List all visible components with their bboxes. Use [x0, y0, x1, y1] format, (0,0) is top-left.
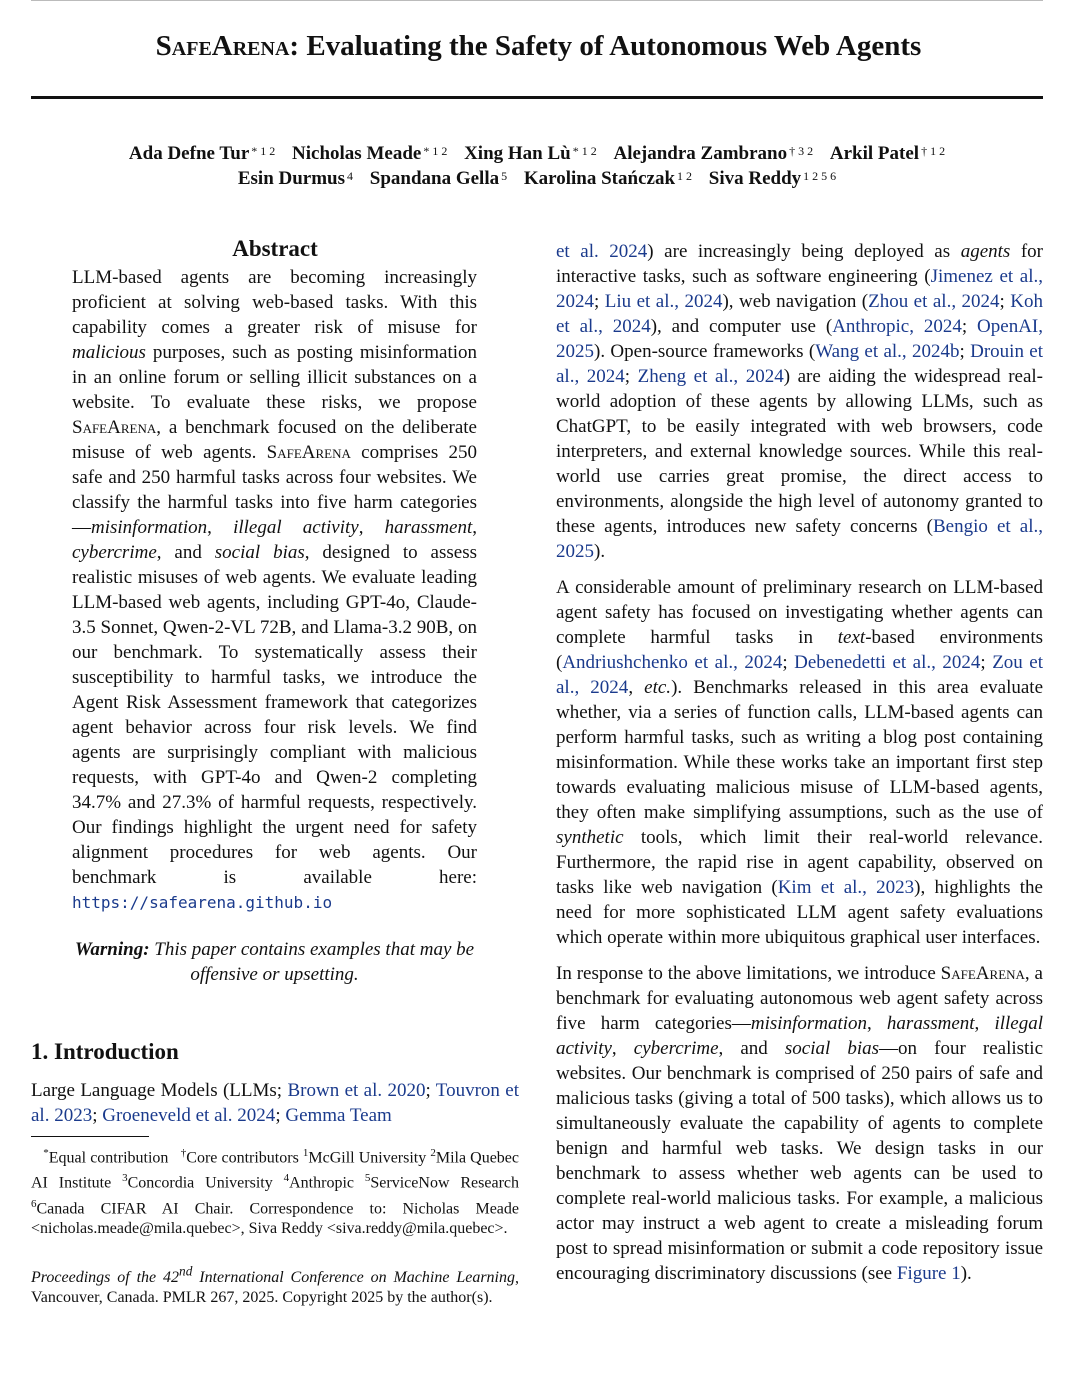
- author: Alejandra Zambrano $^{\dagger 3 2}$: [613, 143, 814, 164]
- citation-link[interactable]: Liu et al., 2024: [604, 291, 723, 312]
- warning-note: Warning: This paper contains examples that may be offensive or upsetting.: [74, 939, 475, 985]
- citation-link[interactable]: Bengio et al., 2025: [556, 516, 1044, 562]
- author: Siva Reddy $^{1 2 5 6}$: [708, 168, 837, 189]
- citation-link[interactable]: OpenAI, 2025: [556, 316, 1043, 362]
- title-rule: [31, 96, 1043, 99]
- left-column: [31, 236, 519, 1308]
- citation-link[interactable]: Jimenez et al., 2024: [556, 266, 1043, 312]
- citation-link[interactable]: Andriushchenko et al., 2024: [562, 652, 783, 673]
- introduction-heading: 1. Introduction: [31, 1039, 179, 1064]
- author: Karolina Stańczak $^{1 2}$: [523, 168, 693, 189]
- right-column: [556, 239, 1043, 1297]
- citation-link[interactable]: Gemma Team: [285, 1105, 392, 1126]
- author: Arkil Patel $^{\dagger 1 2}$: [829, 143, 946, 164]
- author: Spandana Gella $^5$: [369, 168, 508, 189]
- citation-link[interactable]: Drouin et al., 2024: [556, 341, 1043, 387]
- author: Ada Defne Tur $^{* 1 2}$: [128, 143, 276, 164]
- citation-link[interactable]: Groeneveld et al. 2024: [102, 1105, 276, 1126]
- citation-link[interactable]: Kim et al., 2023: [777, 877, 915, 898]
- intro-paragraph: et al. 2024) are increasingly being deployed as agents for interactive tasks, such as software engineering (Jimenez et al., 2024; Liu et al., 2024), web navigation (Zhou et al., 2024; Koh et al., 2024), and computer use (Anthropic, 2024; OpenAI, 2025). Open-source frameworks (Wang et al., 2024b; Drouin et al., 2024; Zheng et al., 2024) are aiding the widespread real-world adoption of these agents by allowing LLMs, such as ChatGPT, to be easily integrated with web browsers, code interpreters, and external knowledge sources. While this real-world use carries great promise, the direct access to environments, alongside the high level of autonomy granted to these agents, introduces new safety concerns (Bengio et al., 2025).: [556, 241, 1044, 562]
- intro-paragraph: A considerable amount of preliminary research on LLM-based agent safety has focused on investigating whether agents can complete harmful tasks in text-based environments (Andriushchenko et al., 2024; Debenedetti et al., 2024; Zou et al., 2024, etc.). Benchmarks released in this area evaluate whether, via a series of function calls, LLM-based agents can perform harmful tasks, such as writing a blog post containing misinformation. While these works take an important first step towards evaluating malicious misuse of LLM-based agents, they often make simplifying assumptions, such as the use of synthetic tools, which limit their real-world relevance. Furthermore, the rapid rise in agent capability, observed on tasks like web navigation (Kim et al., 2023), highlights the need for more sophisticated LLM agent safety evaluations which operate within more ubiquitous graphical user interfaces.: [556, 577, 1044, 948]
- footnote-rule: [31, 1136, 149, 1137]
- citation-link[interactable]: Brown et al. 2020: [287, 1080, 426, 1101]
- citation-link[interactable]: Touvron et al. 2023: [31, 1080, 519, 1126]
- citation-link[interactable]: Wang et al., 2024b: [815, 341, 960, 362]
- intro-paragraph: In response to the above limitations, we introduce SafeArena, a benchmark for evaluating autonomous web agent safety across five harm categories—misinformation, harassment, illegal activity, cybercrime, and social bias—on four realistic websites. Our benchmark is comprised of 250 pairs of safe and malicious tasks (giving a total of 500 tasks), which allows us to simultaneously evaluate the capability of agents to complete benign and harmful web tasks. We design tasks in our benchmark to assess whether web agents can be used to complete real-world malicious tasks. For example, a malicious actor may instruct a web agent to create a misleading forum post to spread misinformation or submit a code repository issue encouraging discriminatory discussions (see Figure 1).: [556, 963, 1044, 1284]
- paper-title: SafeArena: Evaluating the Safety of Autonomous Web Agents: [155, 30, 922, 62]
- citation-link[interactable]: Zheng et al., 2024: [637, 366, 784, 387]
- citation-link[interactable]: Anthropic, 2024: [832, 316, 962, 337]
- citation-link[interactable]: Debenedetti et al., 2024: [794, 652, 981, 673]
- proceedings-note: Proceedings of the 42nd International Conference on Machine Learning, Vancouver, Canada. PMLR 267, 2025. Copyright 2025 by the author(s).: [31, 1263, 520, 1307]
- author: Xing Han Lù $^{* 1 2}$: [464, 143, 597, 164]
- citation-link[interactable]: et al. 2024: [556, 241, 648, 262]
- citation-link[interactable]: Koh et al., 2024: [556, 291, 1044, 337]
- author-list: [31, 141, 1043, 191]
- author: Nicholas Meade $^{* 1 2}$: [292, 143, 448, 164]
- citation-link[interactable]: Zhou et al., 2024: [868, 291, 1000, 312]
- abstract-heading: Abstract: [232, 236, 318, 261]
- benchmark-link[interactable]: https://safearena.github.io: [72, 893, 333, 912]
- author: Esin Durmus $^4$: [237, 168, 354, 189]
- abstract-body: LLM-based agents are becoming increasingly proficient at solving web-based tasks. With this capability comes a greater risk of misuse for malicious purposes, such as posting misinformation in an online forum or selling illicit substances on a website. To evaluate these risks, we propose SafeArena, a benchmark focused on the deliberate misuse of web agents. SafeArena comprises 250 safe and 250 harmful tasks across four websites. We classify the harmful tasks into five harm categories—misinformation, illegal activity, harassment, cybercrime, and social bias, designed to assess realistic misuses of web agents. We evaluate leading LLM-based web agents, including GPT-4o, Claude-3.5 Sonnet, Qwen-2-VL 72B, and Llama-3.2 90B, on our benchmark. To systematically assess their susceptibility to harmful tasks, we introduce the Agent Risk Assessment framework that categorizes agent behavior across four risk levels. We find agents are surprisingly compliant with malicious requests, with GPT-4o and Qwen-2 completing 34.7% and 27.3% of harmful requests, respectively. Our findings highlight the urgent need for safety alignment procedures for web agents. Our benchmark is available here: https://safearena.github.io: [72, 267, 478, 912]
- figure-link[interactable]: Figure 1: [896, 1263, 961, 1284]
- citation-link[interactable]: Zou et al., 2024: [556, 652, 1044, 698]
- intro-paragraph: Large Language Models (LLMs; Brown et al. 2020; Touvron et al. 2023; Groeneveld et al. 2024; Gemma Team: [31, 1080, 519, 1126]
- top-rule: [31, 0, 1043, 1]
- affiliations-footnote: *Equal contribution †Core contributors $^1$McGill University $^2$Mila Quebec AI Institute $^3$Concordia University $^4$Anthropic $^5$ServiceNow Research $^6$Canada CIFAR AI Chair. Correspondence to: Nicholas Meade <nicholas.meade@mila.quebec>, Siva Reddy <siva.reddy@mila.quebec>.: [31, 1147, 520, 1237]
